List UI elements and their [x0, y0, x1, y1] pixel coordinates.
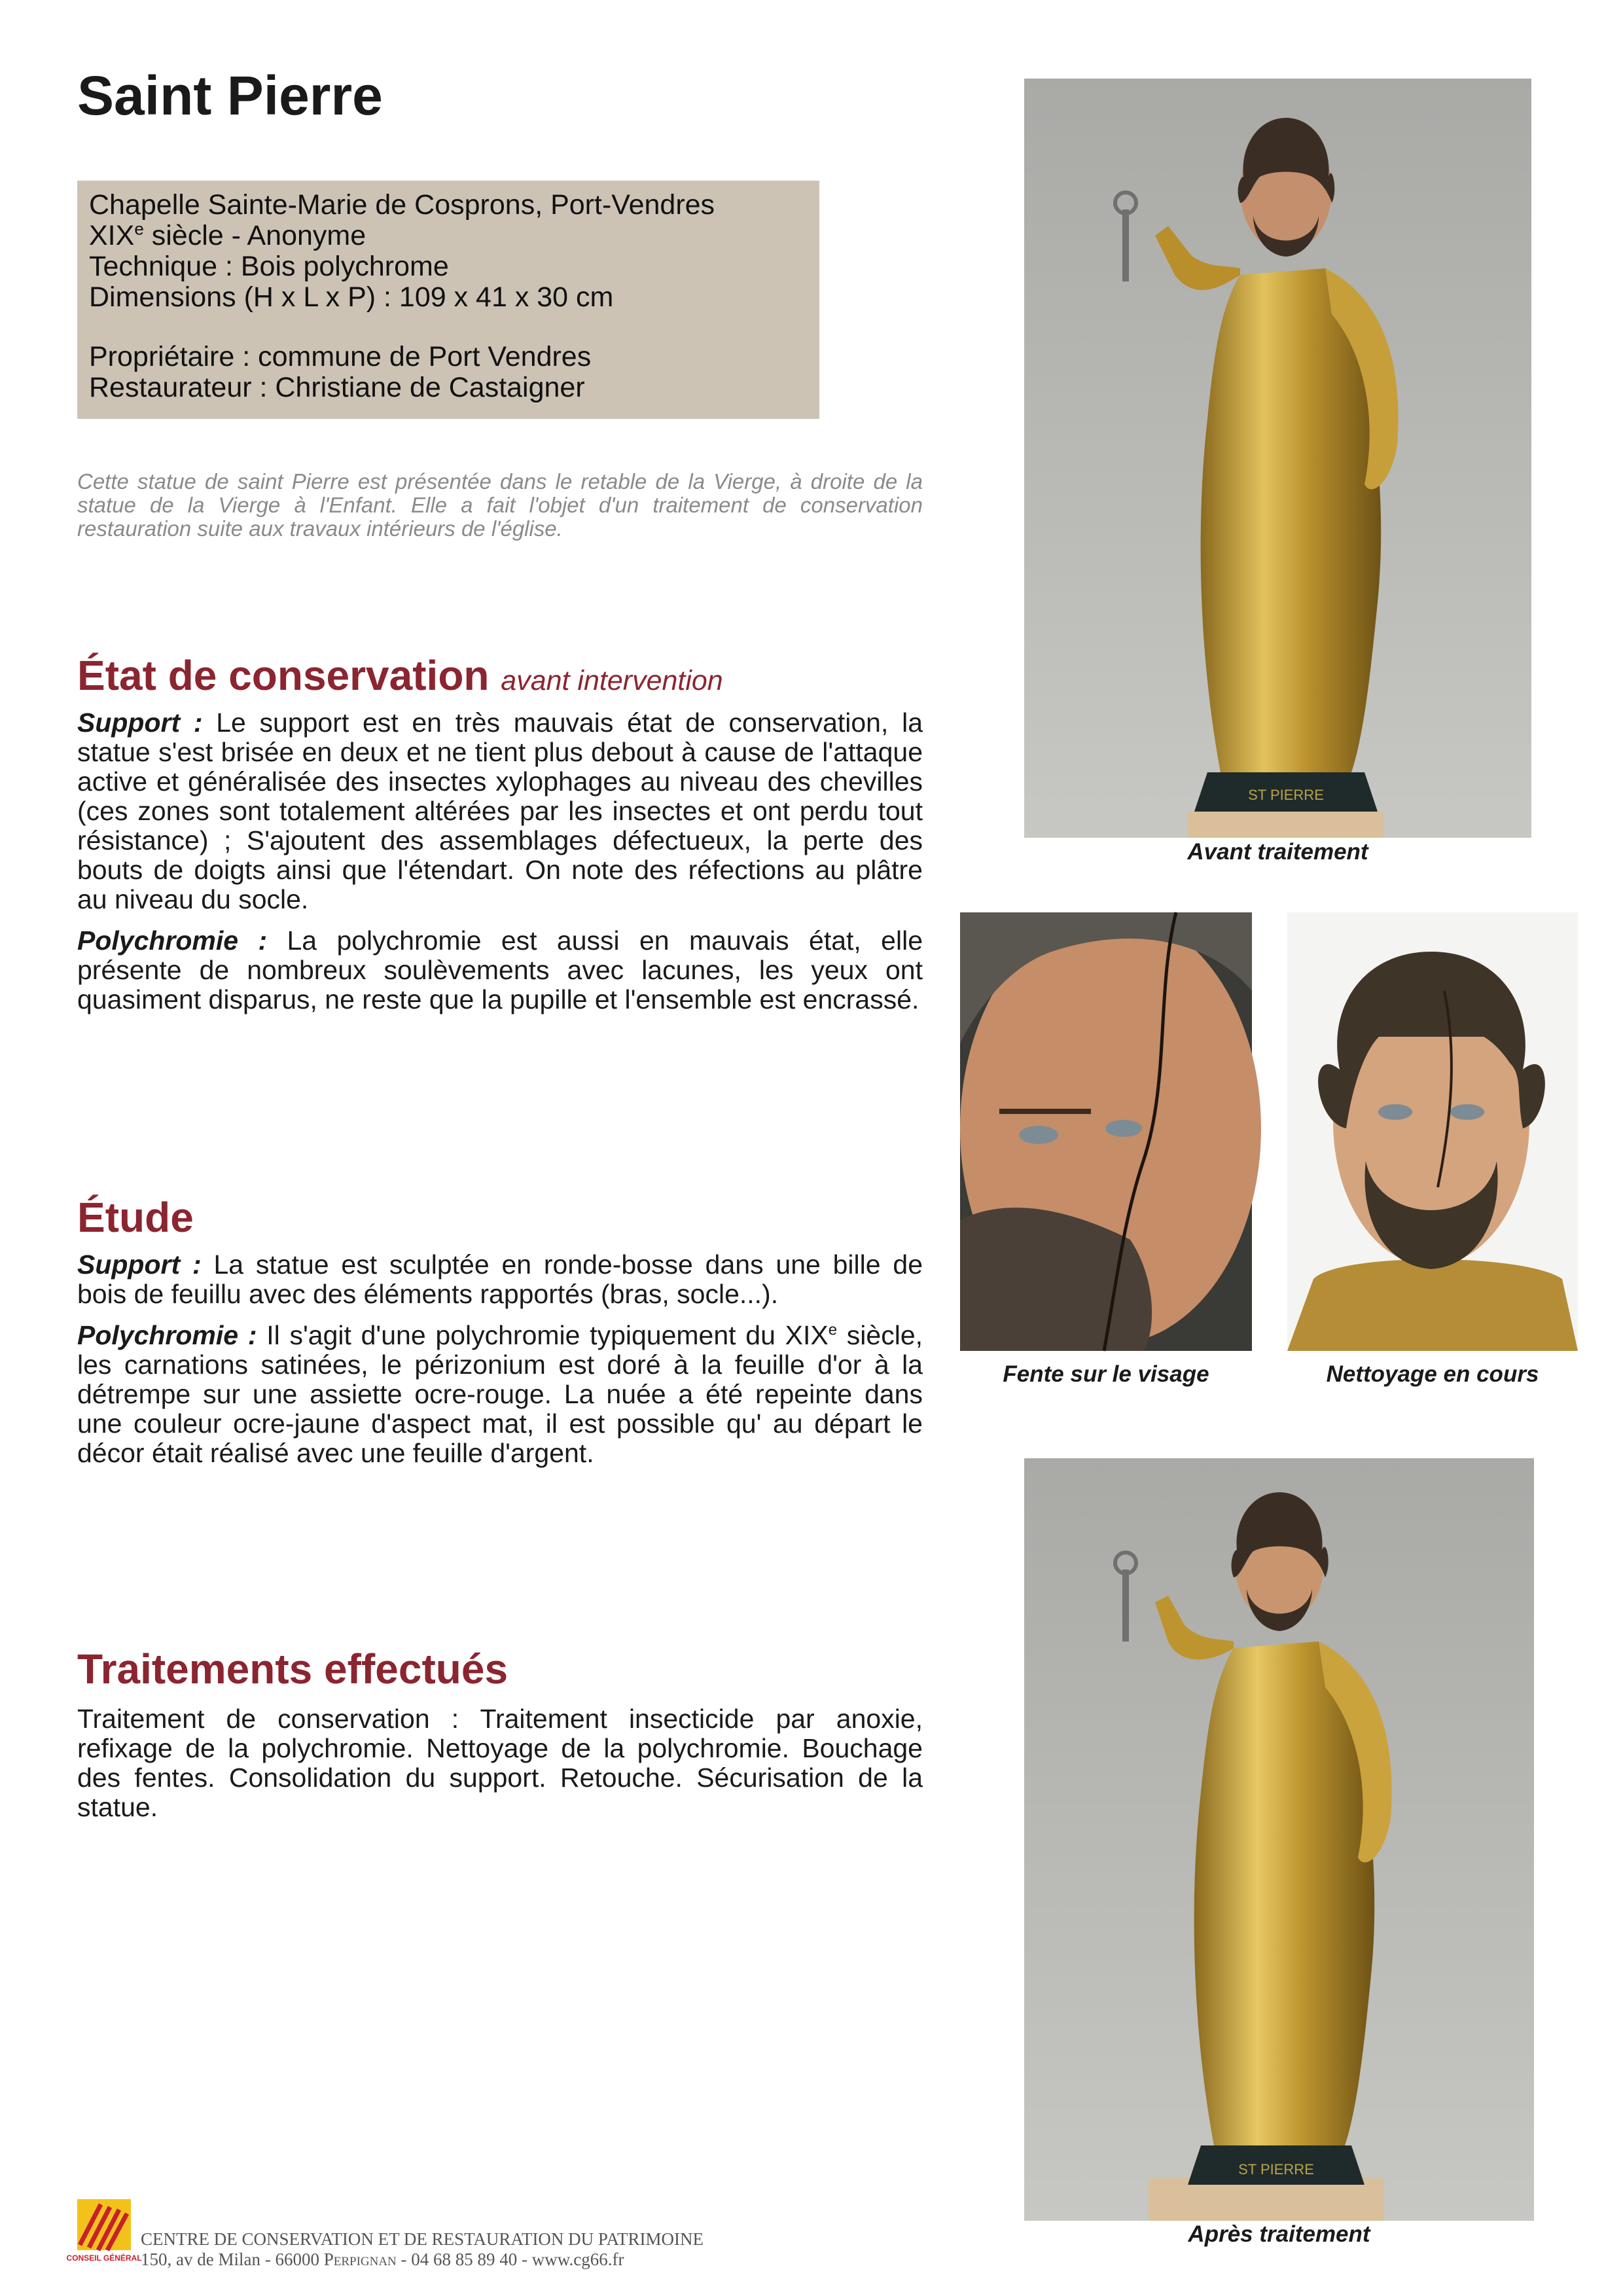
info-location: Chapelle Sainte-Marie de Cosprons, Port-Vendres [89, 189, 715, 221]
section-etat [77, 652, 923, 1026]
info-owner: Propriétaire : commune de Port Vendres [89, 341, 592, 372]
photo-cleaning [1287, 912, 1578, 1351]
conseil-general-logo [66, 2199, 142, 2270]
page-title: Saint Pierre [77, 65, 383, 126]
info-box [77, 181, 819, 419]
caption-crack: Fente sur le visage [1003, 1361, 1209, 1387]
section-etude [77, 1196, 923, 1480]
face-crack-illustration [960, 912, 1252, 1351]
etat-support: Support : Le support est en très mauvais état de conservation, la statue s'est brisée en deux et ne tient plus debout à cause de l'attaque active et généralisée des insectes xylophages au niveau des chevilles (ces zones sont totalement altérées par les insectes et ont perdu tout résistance) ; S'ajoutent des assemblages défectueux, la perte des bouts de doigts ainsi que l'étendart. On note des réfections au plâtre au niveau du socle. [77, 708, 923, 914]
section-traitements [77, 1645, 923, 1834]
photo-crack [960, 912, 1252, 1351]
caption-after: Après traitement [1188, 2221, 1370, 2247]
photo-after [1024, 1458, 1534, 2221]
info-century: XIXe siècle - Anonyme [89, 219, 366, 251]
statue-illustration [1024, 79, 1531, 838]
info-restorer: Restaurateur : Christiane de Castaigner [89, 372, 585, 403]
statue-after-illustration [1024, 1458, 1534, 2221]
svg-text:CONSEIL GÉNÉRAL: CONSEIL GÉNÉRAL [66, 2253, 142, 2263]
caption-before: Avant traitement [1187, 839, 1368, 865]
section-title: Traitements effectués [77, 1645, 508, 1693]
caption-cleaning: Nettoyage en cours [1326, 1361, 1539, 1387]
info-technique: Technique : Bois polychrome [89, 251, 449, 282]
footer [141, 2229, 926, 2270]
section-title: Étude [77, 1194, 194, 1241]
traitements-text: Traitement de conservation : Traitement insecticide par anoxie, refixage de la polychromie. Nettoyage de la polychromie. Bouchage des fentes. Consolidation du support. Retouche. Sécurisation de la statue. [77, 1704, 923, 1822]
etude-support: Support : La statue est sculptée en ronde-bosse dans une bille de bois de feuillu avec des éléments rapportés (bras, socle...). [77, 1249, 923, 1309]
intro-text: Cette statue de saint Pierre est présentée dans le retable de la Vierge, à droite de la statue de la Vierge à l'Enfant. Elle a fait l'objet d'un traitement de conservation restauration suite aux travaux intérieurs de l'église. [77, 469, 923, 541]
footer-address: 150, av de Milan - 66000 Perpignan - 04 68 85 89 40 - www.cg66.fr [141, 2250, 624, 2269]
etude-polychromie: Polychromie : Il s'agit d'une polychromie typiquement du XIXe siècle, les carnations satinées, le périzonium est doré à la feuille d'or à la détrempe sur une assiette ocre-rouge. La nuée a été repeinte dans une couleur ocre-jaune d'aspect mat, il est possible qu' au départ le décor était réalisé avec une feuille d'argent. [77, 1320, 923, 1468]
face-cleaning-illustration [1287, 912, 1578, 1351]
info-dimensions: Dimensions (H x L x P) : 109 x 41 x 30 cm [89, 281, 614, 313]
svg-text:ST PIERRE: ST PIERRE [1248, 787, 1324, 803]
svg-text:ST PIERRE: ST PIERRE [1238, 2161, 1314, 2178]
photo-before [1024, 79, 1531, 838]
section-title: État de conservation avant intervention [77, 652, 723, 699]
etat-polychromie: Polychromie : La polychromie est aussi en mauvais état, elle présente de nombreux soulèvements avec lacunes, les yeux ont quasiment disparus, ne reste que la pupille et l'ensemble est encrassé. [77, 925, 923, 1014]
footer-org: CENTRE DE CONSERVATION ET DE RESTAURATION DU PATRIMOINE [141, 2229, 704, 2249]
